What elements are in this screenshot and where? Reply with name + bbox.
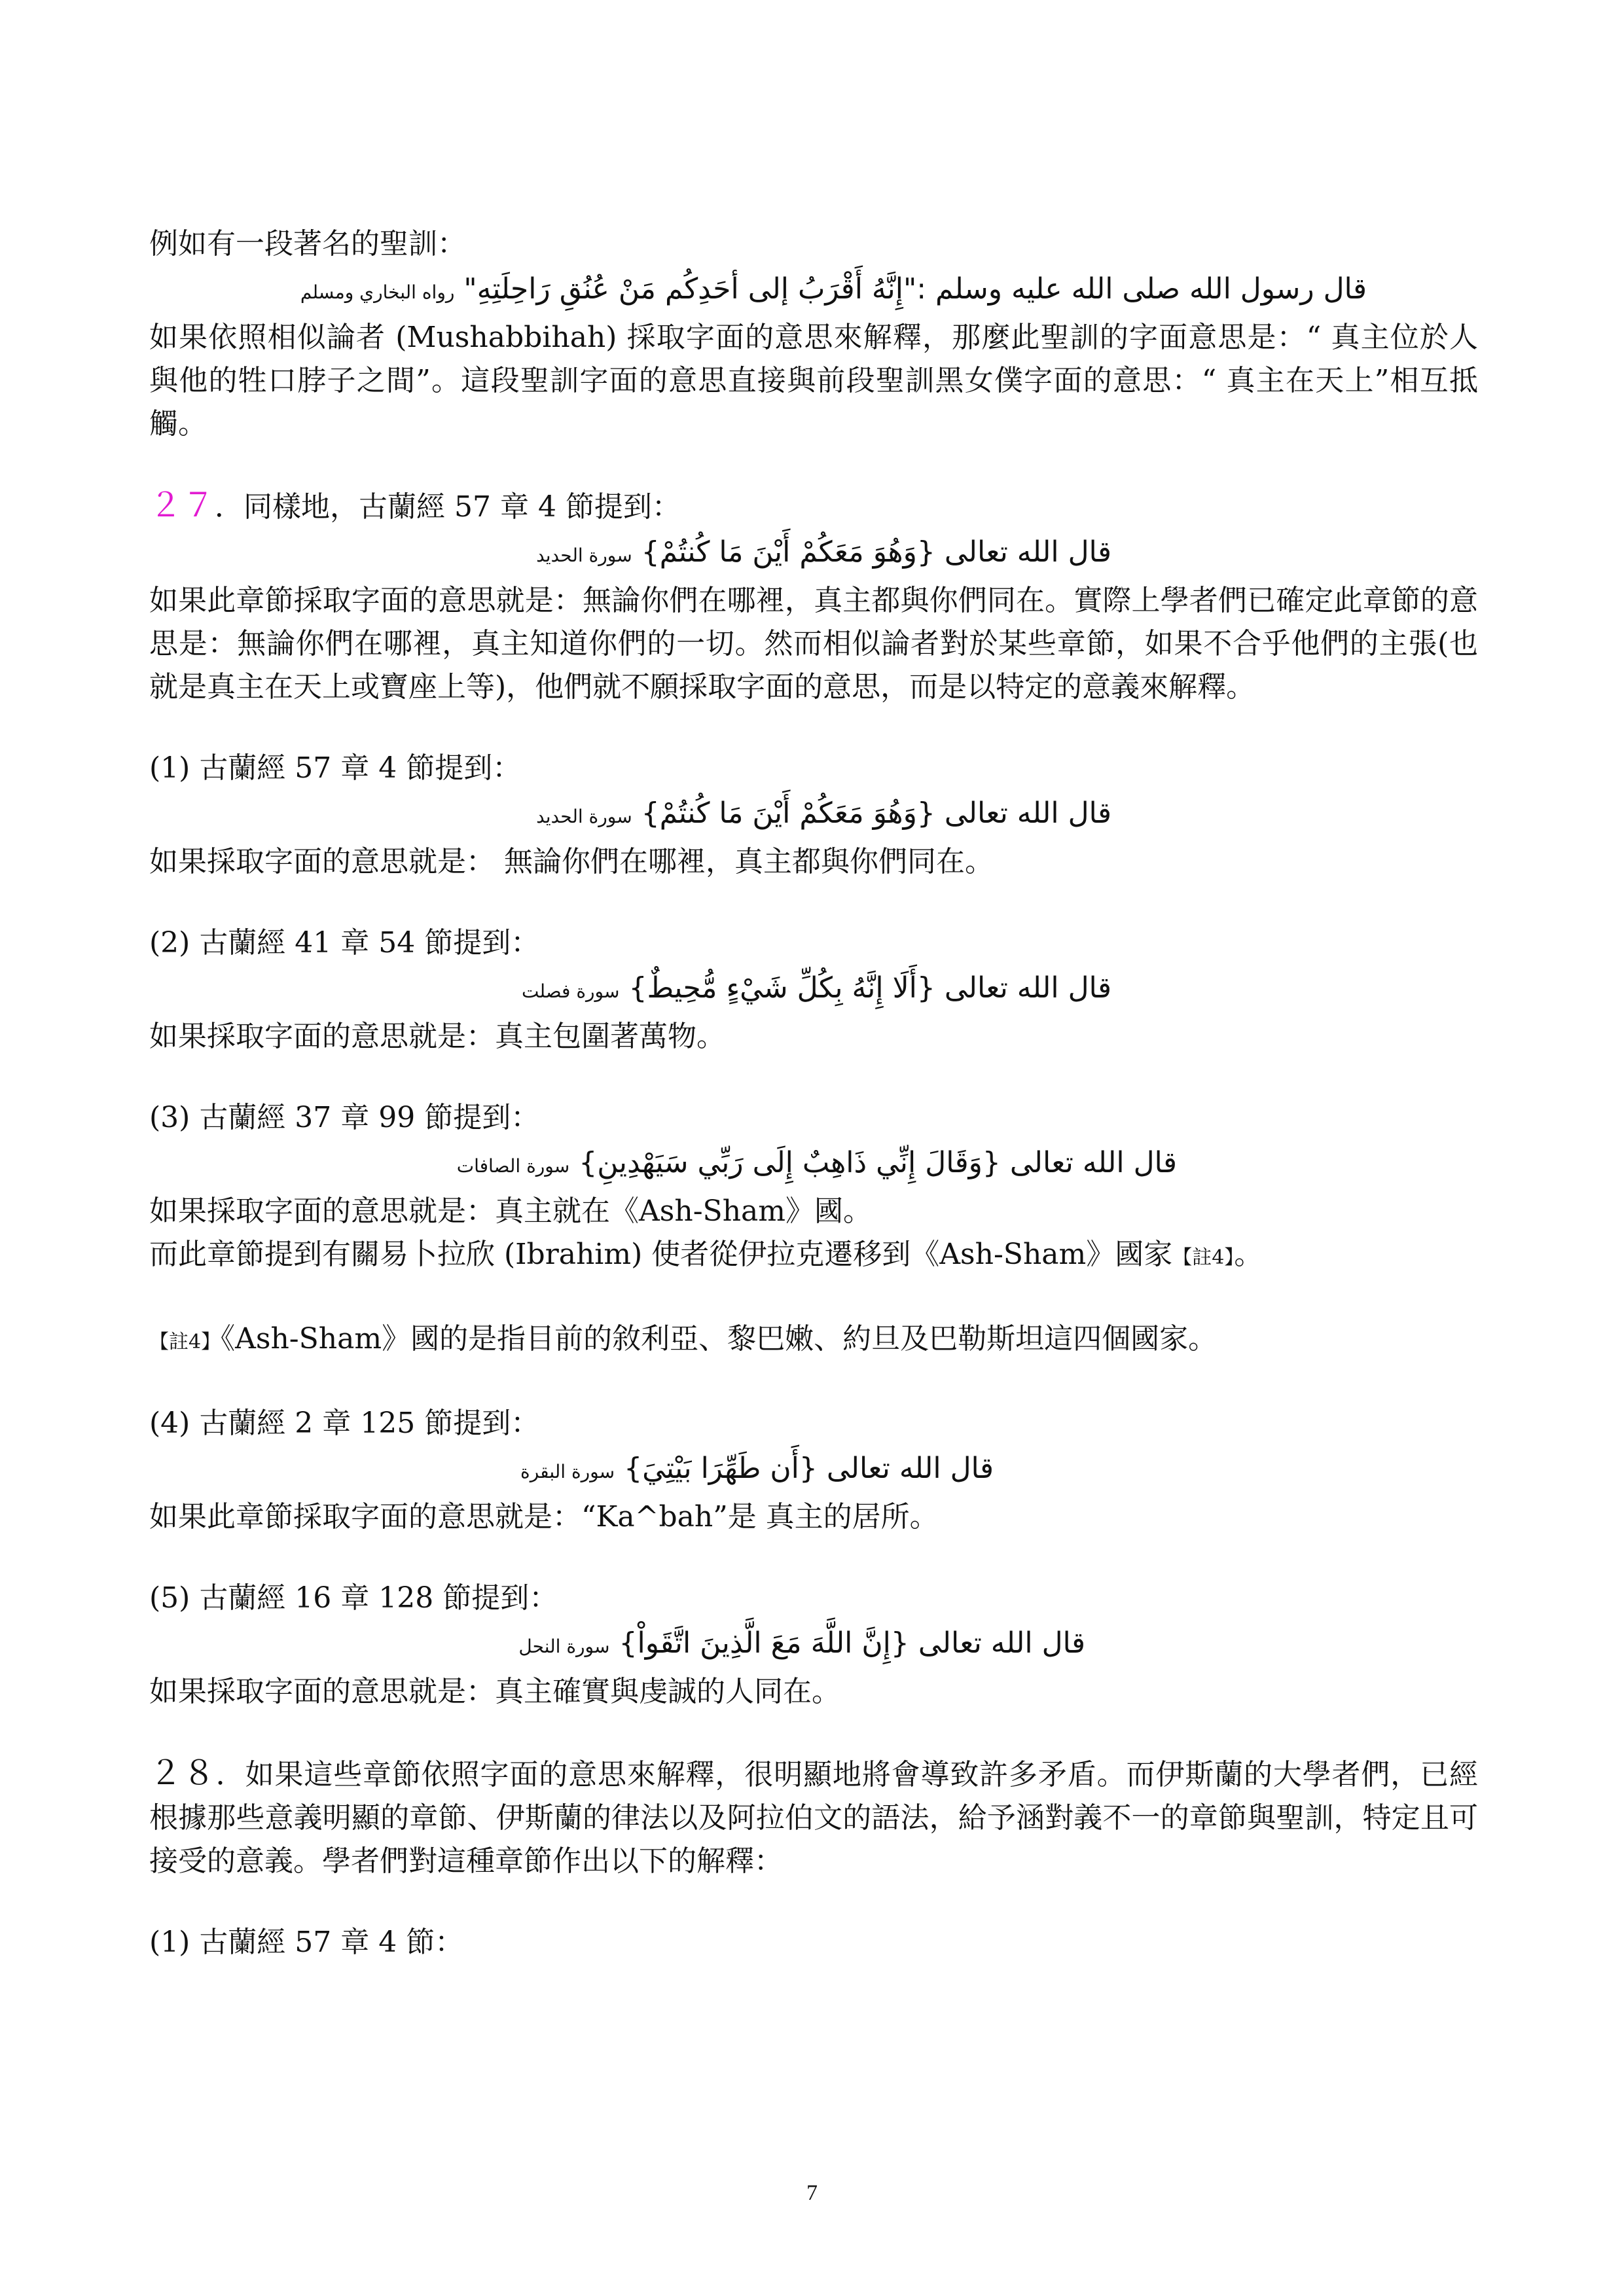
- note-4-reference[interactable]: 【註4】: [1172, 1246, 1235, 1269]
- item-3-note-end: 。: [1234, 1238, 1263, 1271]
- item-2-source: سورة فصلت: [522, 980, 620, 1002]
- item-3-arabic: قال الله تعالى {وَقَالَ إِنِّي ذَاهِبٌ إِلَى رَبِّي سَيَهْدِينِ}: [579, 1146, 1177, 1179]
- intro-text: 例如有一段著名的聖訓：: [149, 227, 466, 260]
- item-5-meaning: 如果採取字面的意思就是：真主確實與虔誠的人同在。: [149, 1675, 840, 1708]
- item-3-arabic-line: [149, 1139, 1478, 1190]
- section-27-arabic: قال الله تعالى {وَهُوَ مَعَكُمْ أَيْنَ مَا كُنتُمْ}: [641, 535, 1111, 569]
- page-number: 7: [806, 2181, 818, 2205]
- item-3-heading: (3) 古蘭經 37 章 99 節提到：: [149, 1101, 540, 1134]
- hadith-source: رواه البخاري ومسلم: [300, 281, 455, 303]
- item-3-source: سورة الصافات: [456, 1155, 570, 1177]
- item-4-meaning: 如果此章節採取字面的意思就是：“Ka^bah”是 真主的居所。: [149, 1500, 939, 1534]
- item-2-arabic: قال الله تعالى {أَلَا إِنَّهُ بِكُلِّ شَيْءٍ مُّحِيطٌ}: [628, 971, 1111, 1005]
- item-5-heading: (5) 古蘭經 16 章 128 節提到：: [149, 1581, 558, 1615]
- item-1-arabic-line: [149, 790, 1478, 840]
- item-5-arabic: قال الله تعالى {إِنَّ اللَّهَ مَعَ الَّذِينَ اتَّقَواْ}: [619, 1626, 1085, 1660]
- item-3-note-text: 而此章節提到有關易卜拉欣 (Ibrahim) 使者從伊拉克遷移到《Ash-Sham》國家: [149, 1238, 1173, 1271]
- item-1-source: سورة الحديد: [536, 806, 632, 827]
- item-3-note-line: [149, 1233, 1478, 1280]
- note-4-footnote: [149, 1318, 1478, 1364]
- section-28-text: ．如果這些章節依照字面的意思來解釋，很明顯地將會導致許多矛盾。而伊斯蘭的大學者們，已經根據那些意義明顯的章節、伊斯蘭的律法以及阿拉伯文的語法，給予涵對義不一的章節與聖訓，特定且可接受的意義。學者們對這種章節作出以下的解釋：: [149, 1758, 1479, 1878]
- section-27-arabic-line: [149, 529, 1478, 579]
- final-heading: (1) 古蘭經 57 章 4 節：: [149, 1926, 464, 1959]
- section-28-paragraph: [149, 1751, 1478, 1883]
- page-content: [149, 223, 1478, 1964]
- item-1-arabic: قال الله تعالى {وَهُوَ مَعَكُمْ أَيْنَ مَا كُنتُمْ}: [641, 797, 1111, 830]
- note-4-marker: 【註4】: [149, 1331, 221, 1354]
- item-4-heading: (4) 古蘭經 2 章 125 節提到：: [149, 1407, 540, 1440]
- section-27-source: سورة الحديد: [536, 545, 632, 566]
- hadith-arabic: قال رسول الله صلى الله عليه وسلم :"إِنَّهُ أَقْرَبُ إلى أحَدِكُم مَنْ عُنُقِ رَاحِلَتِهِ": [463, 272, 1367, 306]
- note-4-text: 《Ash-Sham》國的是指目前的敘利亞、黎巴嫩、約旦及巴勒斯坦這四個國家。: [221, 1322, 1218, 1355]
- hadith-arabic-line: [149, 266, 1478, 316]
- item-5-arabic-line: [149, 1620, 1478, 1670]
- item-2-arabic-line: [149, 965, 1478, 1015]
- section-27-heading: [149, 484, 1478, 529]
- section-27-paragraph: 如果此章節採取字面的意思就是：無論你們在哪裡，真主都與你們同在。實際上學者們已確定此章節的意思是：無論你們在哪裡，真主知道你們的一切。然而相似論者對於某些章節，如果不合乎他們的主張(也就是真主在天上或寶座上等)，他們就不願採取字面的意思，而是以特定的意義來解釋。: [149, 584, 1478, 704]
- item-4-arabic-line: [149, 1445, 1478, 1496]
- item-4-source: سورة البقرة: [520, 1461, 615, 1482]
- item-4-arabic: قال الله تعالى {أَن طَهِّرَا بَيْتِيَ}: [624, 1452, 994, 1485]
- item-1-meaning: 如果採取字面的意思就是： 無論你們在哪裡，真主都與你們同在。: [149, 845, 994, 878]
- item-2-meaning: 如果採取字面的意思就是：真主包圍著萬物。: [149, 1020, 725, 1053]
- item-5-source: سورة النحل: [518, 1636, 610, 1657]
- section-28-number: ２８: [149, 1754, 216, 1792]
- mushabbihah-paragraph: 如果依照相似論者 (Mushabbihah) 採取字面的意思來解釋，那麼此聖訓的字面意思是：“ 真主位於人與他的牲口脖子之間”。這段聖訓字面的意思直接與前段聖訓黑女僕字面的意思：“ 真主在天上”相互抵觸。: [149, 321, 1478, 440]
- item-2-heading: (2) 古蘭經 41 章 54 節提到：: [149, 926, 540, 960]
- item-3-meaning: 如果採取字面的意思就是：真主就在《Ash-Sham》國。: [149, 1194, 872, 1228]
- section-27-text: ．同樣地，古蘭經 57 章 4 節提到：: [215, 490, 681, 524]
- section-27-number: ２７: [149, 486, 215, 524]
- item-1-heading: (1) 古蘭經 57 章 4 節提到：: [149, 751, 522, 785]
